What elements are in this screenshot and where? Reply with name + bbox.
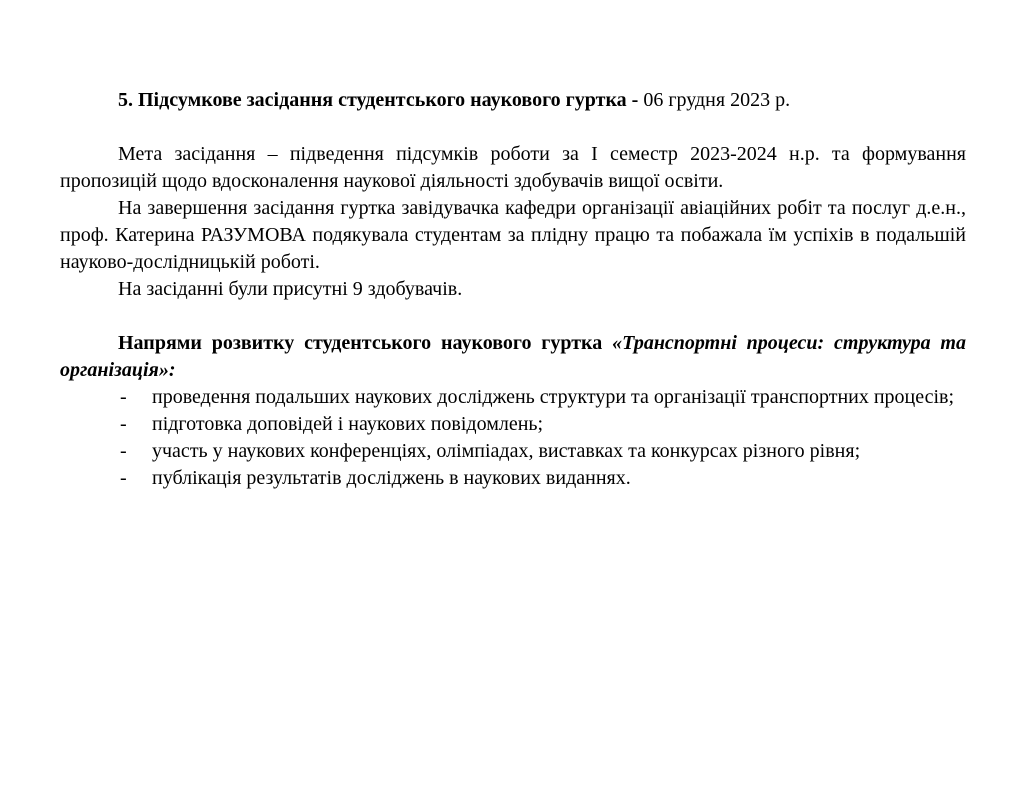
- list-item-text: публікація результатів досліджень в наукових виданнях.: [152, 467, 631, 489]
- meeting-heading-title: 5. Підсумкове засідання студентського наукового гуртка -: [118, 89, 644, 111]
- list-item-text: проведення подальших наукових досліджень структури та організації транспортних процесів;: [152, 386, 955, 408]
- list-item-text: участь у наукових конференціях, олімпіадах, виставках та конкурсах різного рівня;: [152, 440, 861, 462]
- directions-heading: [60, 330, 966, 384]
- meeting-heading-date: 06 грудня 2023 р.: [643, 89, 791, 111]
- document-content: [60, 87, 966, 492]
- list-item-dash: -: [120, 467, 127, 489]
- directions-list: [60, 384, 966, 492]
- list-item: [60, 384, 966, 411]
- list-item-dash: -: [120, 413, 127, 435]
- list-item: [60, 411, 966, 438]
- paragraph-closing-remarks: На завершення засідання гуртка завідувачка кафедри організації авіаційних робіт та послуг д.е.н., проф. Катерина РАЗУМОВА подякувала студентам за плідну працю та побажала їм успіхів в подальшій науково-дослідницькій роботі.: [60, 197, 966, 273]
- directions-heading-text: Напрями розвитку студентського наукового гуртка: [118, 332, 613, 354]
- list-item-dash: -: [120, 386, 127, 408]
- list-item-text: підготовка доповідей і наукових повідомлень;: [152, 413, 544, 435]
- directions-heading-club-name: «Транспортні процеси: структура та організація»:: [60, 332, 966, 381]
- list-item: [60, 438, 966, 465]
- list-item-dash: -: [120, 440, 127, 462]
- paragraph-attendance: На засіданні були присутні 9 здобувачів.: [118, 278, 463, 300]
- paragraph-meeting-purpose: Мета засідання – підведення підсумків роботи за І семестр 2023-2024 н.р. та формування пропозицій щодо вдосконалення наукової діяльності здобувачів вищої освіти.: [60, 143, 966, 192]
- meeting-heading: [60, 87, 966, 114]
- list-item: [60, 465, 966, 492]
